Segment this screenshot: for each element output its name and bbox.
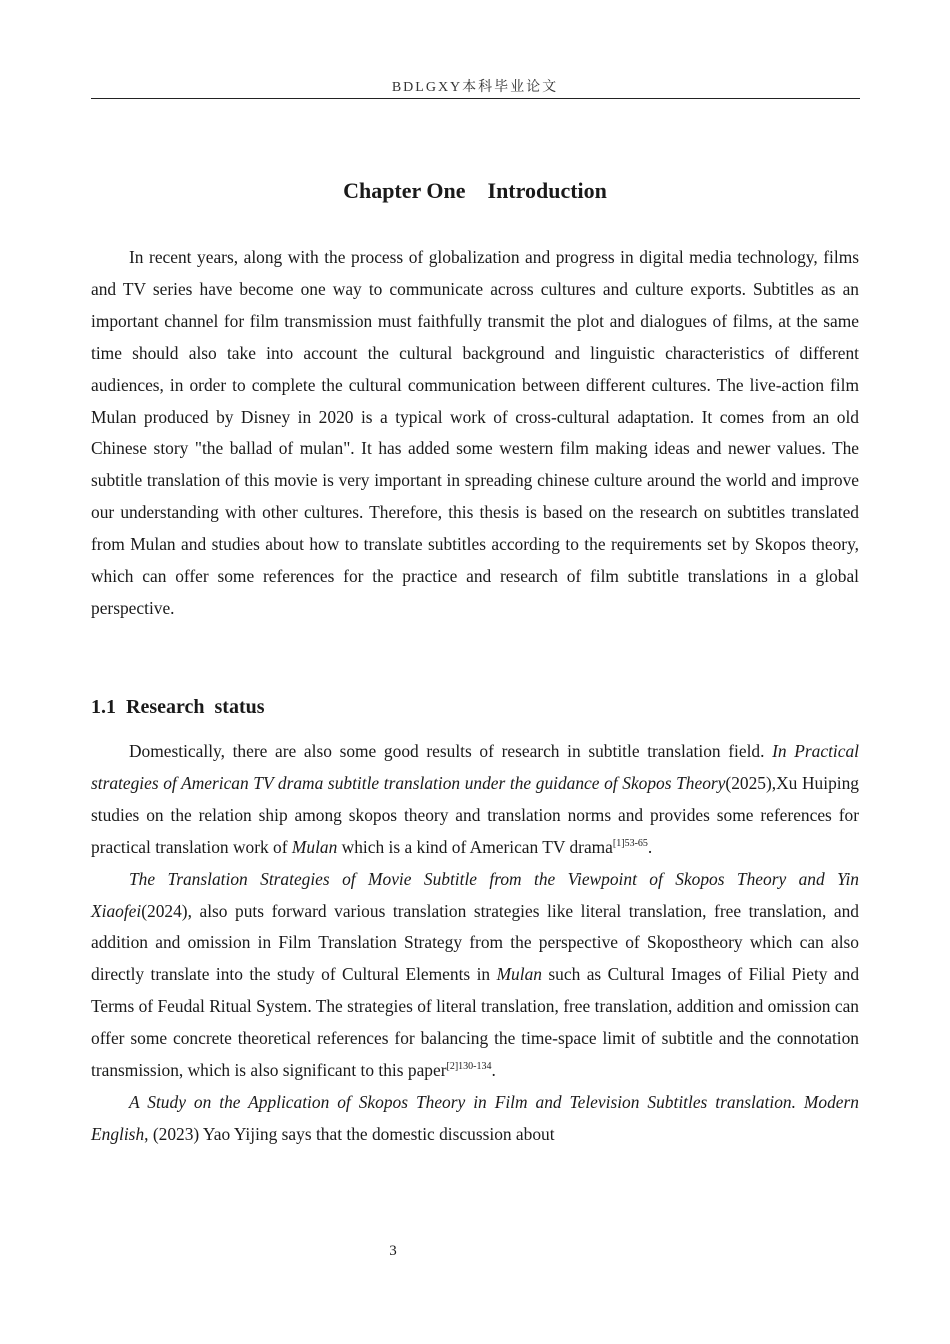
citation-1: [1]53-65 xyxy=(612,837,648,849)
p1-end: . xyxy=(647,836,653,857)
p3-work-title: A Study on the Application of Skopos Theory in Film and Television Subtitles translation. Modern English xyxy=(91,1091,859,1144)
p1-work-title: In Practical strategies of American TV drama subtitle translation under the guidance of Skopos Theory xyxy=(91,741,859,793)
p1-tail: which is a kind of American TV drama xyxy=(337,836,613,857)
p1-lead: Domestically, there are also some good results of research in subtitle translation field. xyxy=(129,741,773,761)
citation-2: [2]130-134 xyxy=(446,1061,492,1073)
p2-tail: such as Cultural Images of Filial Piety and Terms of Feudal Ritual System. The strategies of literal translation, free translation, addition and omission can offer some concrete theoretical references for balancing the time-space limit of subtitle and the connotation transmission, which is also significant to this paper xyxy=(91,964,860,1081)
p2-end: . xyxy=(491,1060,496,1081)
research-status-section xyxy=(91,736,859,1151)
intro-paragraph: In recent years, along with the process of globalization and progress in digital media technology, films and TV series have become one way to communicate across cultures and culture exports. Subtitles as an important channel for film transmission must faithfully transmit the plot and dialogues of films, at the same time should also take into account the cultural background and linguistic characteristics of different audiences, in order to complete the cultural communication between different cultures. The live-action film Mulan produced by Disney in 2020 is a typical work of cross-cultural adaptation. It comes from an old Chinese story "the ballad of mulan". It has added some western film making ideas and newer values. The subtitle translation of this movie is very important in spreading chinese culture around the world and improve our understanding with other cultures. Therefore, this thesis is based on the research on subtitles translated from Mulan and studies about how to translate subtitles according to the requirements set by Skopos theory, which can offer some references for the practice and research of film subtitle translations in a global perspective. xyxy=(91,247,859,618)
p1-film-title: Mulan xyxy=(291,836,338,857)
p2-film-title: Mulan xyxy=(496,964,542,985)
research-paragraph-3 xyxy=(91,1087,859,1151)
p2-middle: (2024), also puts forward various translation strategies like literal translation, free translation, and addition and omission in Film Translation Strategy from the perspective of Skopostheory which can also directly translate into the study of Cultural Elements in xyxy=(91,900,859,985)
intro-section xyxy=(91,242,859,625)
research-paragraph-2 xyxy=(91,864,859,1087)
header-rule xyxy=(91,98,860,99)
p3-tail: , (2023) Yao Yijing says that the domestic discussion about xyxy=(144,1123,555,1144)
chapter-title: Chapter One Introduction xyxy=(343,178,607,203)
running-header: BDLGXY本科毕业论文 xyxy=(391,80,559,95)
p1-after-title: (2025),Xu Huiping studies on the relation ship among skopos theory and translation norms and provides some references for practical translation work of xyxy=(91,772,859,857)
p2-work-title: The Translation Strategies of Movie Subtitle from the Viewpoint of Skopos Theory and Yin Xiaofei xyxy=(91,868,859,921)
research-paragraph-1 xyxy=(91,736,859,864)
page-number: 3 xyxy=(389,1243,397,1259)
section-heading-research-status: 1.1 Research status xyxy=(91,696,265,718)
